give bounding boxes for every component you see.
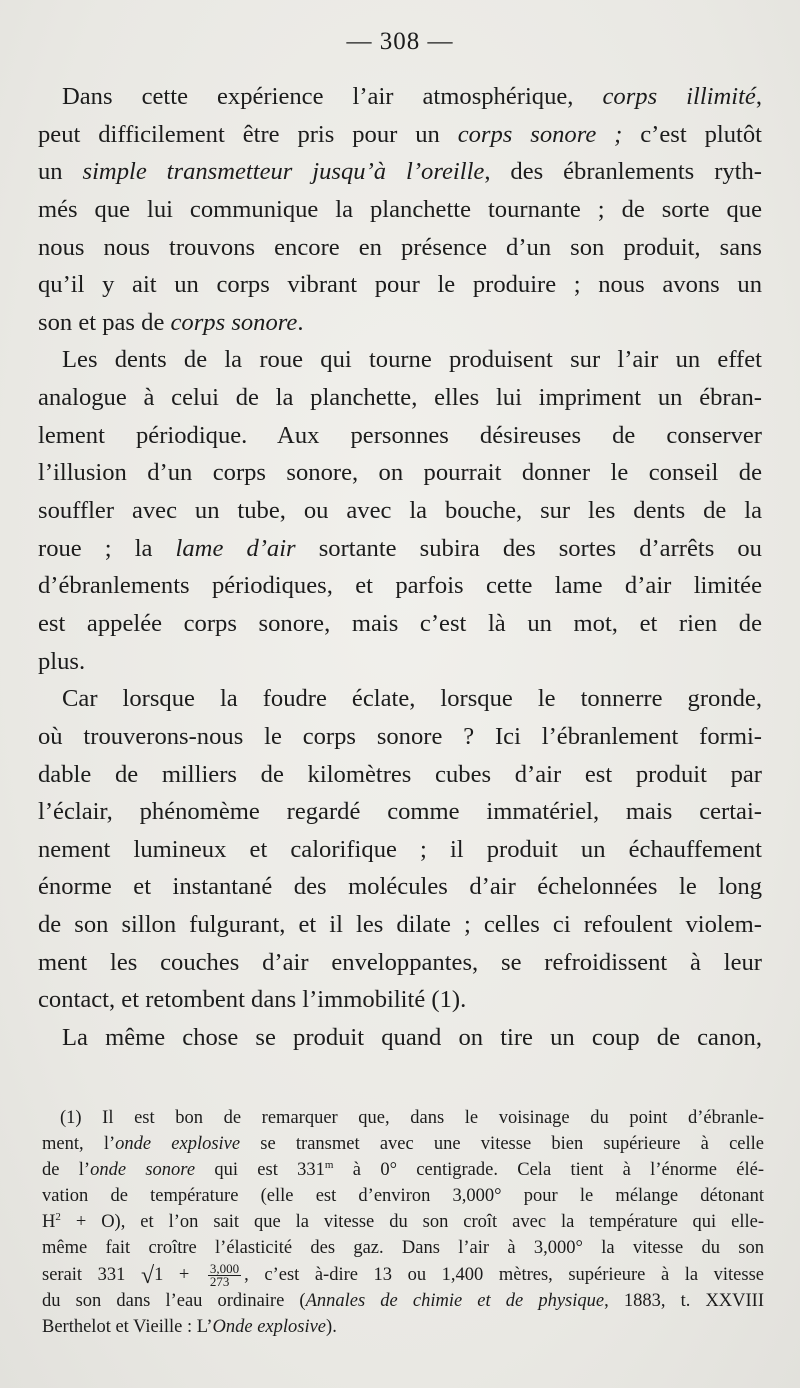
text-line: de son sillon fulgurant, et il les dilate ; celles ci refoulent violem- xyxy=(38,911,762,939)
text-line: peut difficilement être pris pour un corps sonore ; c’est plutôt xyxy=(38,120,762,148)
text-line: analogue à celui de la planchette, elles lui impriment un ébran- xyxy=(38,384,762,412)
text-line: roue ; la lame d’air sortante subira des sortes d’arrêts ou xyxy=(38,534,762,562)
text-line: més que lui communique la planchette tournante ; de sorte que xyxy=(38,195,762,223)
text-line: l’illusion d’un corps sonore, on pourrait donner le conseil de xyxy=(38,459,762,487)
text-line: lement périodique. Aux personnes désireuses de conserver xyxy=(38,421,762,449)
footnote xyxy=(42,1105,764,1340)
text-line: ment les couches d’air enveloppantes, se refroidissent à leur xyxy=(38,948,762,976)
text-line: est appelée corps sonore, mais c’est là un mot, et rien de xyxy=(38,609,762,637)
text-line: Dans cette expérience l’air atmosphérique, corps illimité, xyxy=(62,83,762,110)
text-line: Car lorsque la foudre éclate, lorsque le tonnerre gronde, xyxy=(62,685,762,713)
text-line: l’éclair, phénomème regardé comme immatériel, mais certai- xyxy=(38,798,762,826)
text-line: un simple transmetteur jusqu’à l’oreille, des ébranlements ryth- xyxy=(38,158,762,186)
text-line: énorme et instantané des molécules d’air échelonnées le long xyxy=(38,873,762,901)
footnote-line: même fait croître l’élasticité des gaz. Dans l’air à 3,000° la vitesse du son xyxy=(42,1238,764,1259)
body-text xyxy=(38,78,762,1057)
footnote-line: Berthelot et Vieille : L’Onde explosive). xyxy=(42,1316,337,1337)
text-line: Les dents de la roue qui tourne produisent sur l’air un effet xyxy=(62,346,762,374)
footnote-line: de l’onde sonore qui est 331$^m$ à 0° centigrade. Cela tient à l’énorme élé- xyxy=(42,1159,764,1181)
paragraph xyxy=(38,1019,762,1057)
text-line: souffler avec un tube, ou avec la bouche, sur les dents de la xyxy=(38,497,762,525)
page-number: — 308 — xyxy=(346,28,454,55)
paragraph xyxy=(38,680,762,1019)
paragraph xyxy=(38,341,762,680)
text-line: dable de milliers de kilomètres cubes d’air est produit par xyxy=(38,760,762,788)
text-line: qu’il y ait un corps vibrant pour le produire ; nous avons un xyxy=(38,271,762,299)
text-line: nement lumineux et calorifique ; il produit un échauffement xyxy=(38,835,762,863)
text-line: son et pas de corps sonore. xyxy=(38,308,304,336)
text-line: où trouverons-nous le corps sonore ? Ici l’ébranlement formi- xyxy=(38,722,762,750)
footnote-line: du son dans l’eau ordinaire (Annales de chimie et de physique, 1883, t. XXVIII xyxy=(42,1290,764,1311)
footnote-line: serait 331 √1 + $\frac{3,000}{273}$ , c’est à-dire 13 ou 1,400 mètres, supérieure à la vitesse xyxy=(42,1261,764,1288)
footnote-line: (1) Il est bon de remarquer que, dans le voisinage du point d’ébranle- xyxy=(60,1108,764,1128)
text-line: contact, et retombent dans l’immobilité (1). xyxy=(38,986,467,1014)
footnote-line: ment, l’onde explosive se transmet avec une vitesse bien supérieure à celle xyxy=(42,1134,764,1155)
text-line: nous nous trouvons encore en présence d’un son produit, sans xyxy=(38,233,762,261)
footnote-line: $H^2 + O$), et l’on sait que la vitesse du son croît avec la température qui elle- xyxy=(42,1211,764,1233)
text-line: plus. xyxy=(38,647,86,675)
text-line: d’ébranlements périodiques, et parfois cette lame d’air limitée xyxy=(38,572,762,600)
text-line: La même chose se produit quand on tire un coup de canon, xyxy=(62,1024,762,1052)
footnote-line: vation de température (elle est d’environ 3,000° pour le mélange détonant xyxy=(42,1186,764,1207)
paragraph xyxy=(38,78,762,341)
